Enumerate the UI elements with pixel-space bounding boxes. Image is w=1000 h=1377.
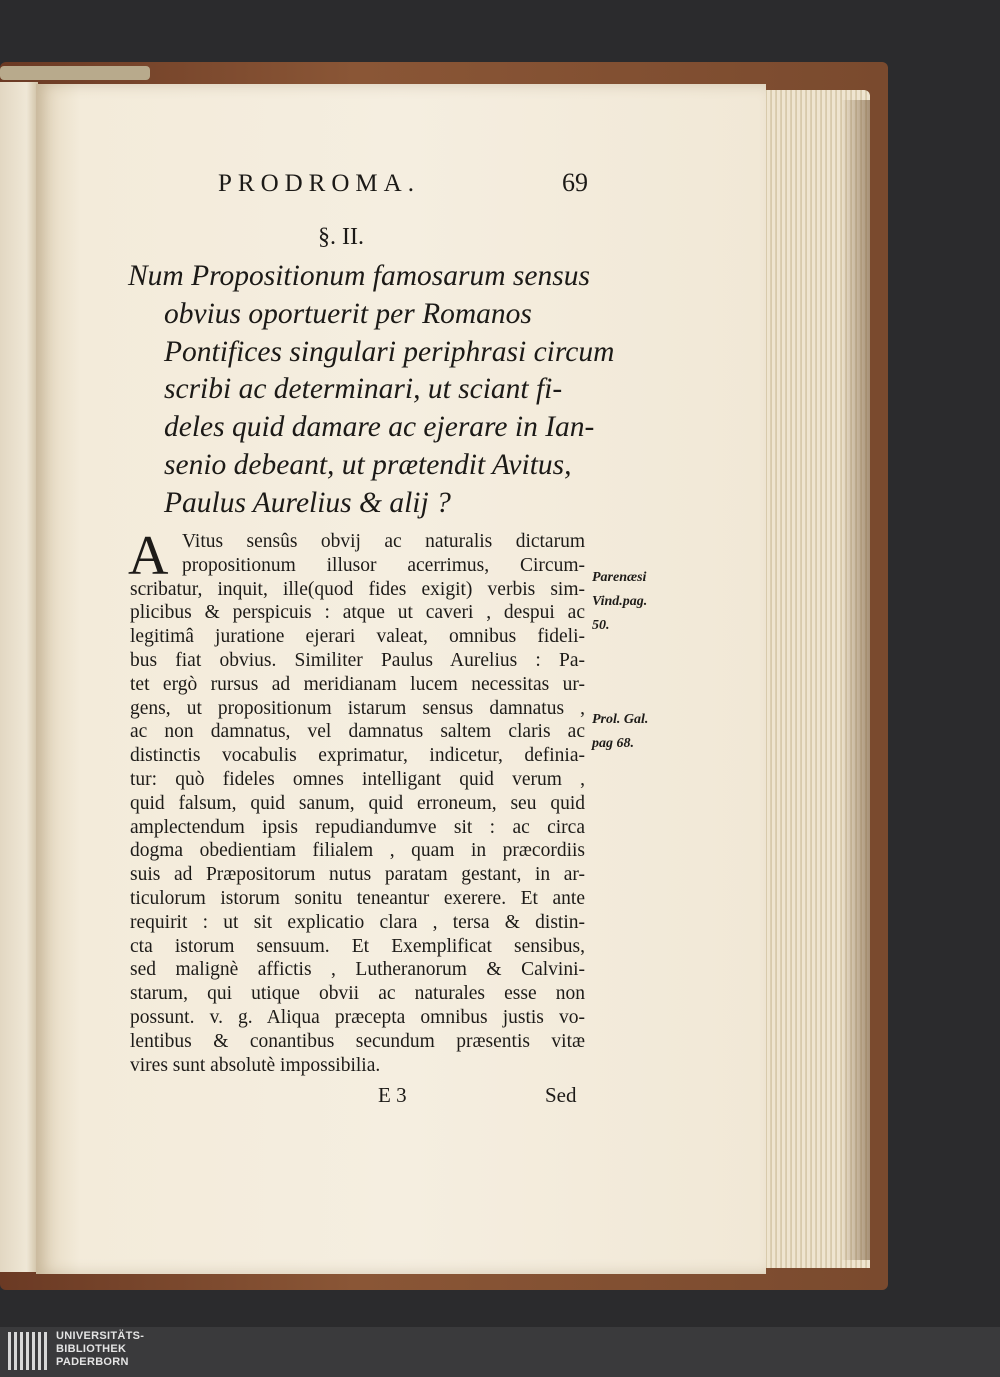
body-line: quid falsum, quid sanum, quid erroneum, seu quid [130,792,585,814]
body-line: propositionum illusor acerrimus, Circum- [182,554,585,576]
body-line: amplectendum ipsis repudiandumve sit : ac circa [130,816,585,838]
body-line: ac non damnatus, vel damnatus saltem claris ac [130,721,585,743]
body-line: requirit : ut sit explicatio clara , tersa & distin- [130,911,585,933]
body-line: lentibus & conantibus secundum præsentis vitæ [130,1030,585,1052]
body-line: dogma obedientiam filialem , quam in præcordiis [130,840,585,862]
body-line: bus fiat obvius. Similiter Paulus Aurelius : Pa- [130,649,585,671]
body-line: vires sunt absolutè impossibilia. [130,1054,381,1076]
signature-mark: E 3 [378,1083,407,1107]
margin-note: Vind.pag. [592,593,648,609]
margin-notes [592,566,672,756]
page-header [218,170,588,206]
title-line: scribi ac determinari, ut sciant fi- [164,373,563,406]
title-line: obvius oportuerit per Romanos [164,297,532,330]
library-footer [0,1327,1000,1377]
body-line: gens, ut propositionum istarum sensus damnatus , [130,697,585,719]
drop-cap: A [128,525,169,587]
body-line: Vitus sensûs obvij ac naturalis dictarum [182,531,585,552]
body-line: starum, qui utique obvii ac naturales esse non [130,983,585,1005]
binding-band [0,66,150,80]
title-line: Pontifices singulari periphrasi circum [164,335,615,368]
title-line: senio debeant, ut prætendit Avitus, [164,448,572,481]
library-line: PADERBORN [56,1356,129,1368]
body-line: sed malignè affictis , Lutheranorum & Calvini- [130,959,585,981]
title-line: Paulus Aurelius & alij ? [164,486,451,519]
body-line: plicibus & perspicuis : atque ut caveri , despui ac [130,602,585,624]
body-line: tet ergò rursus ad meridianam lucem necessitas ur- [130,673,585,695]
body-line: possunt. v. g. Aliqua præcepta omnibus justis vo- [130,1006,585,1028]
body-line: scribatur, inquit, ille(quod fides exigit) verbis sim- [130,578,585,600]
margin-note: 50. [592,617,610,633]
body-text [128,525,585,1077]
library-logo-text [56,1330,144,1369]
library-line: BIBLIOTHEK [56,1343,127,1355]
library-line: UNIVERSITÄTS- [56,1330,145,1342]
body-line: legitimâ juratione ejerari valeat, omnibus fideli- [130,626,585,648]
body-lines [128,525,585,1077]
left-page-edge [0,82,38,1272]
margin-note: Prol. Gal. [592,712,649,728]
body-line: cta istorum sensuum. Et Exemplificat sensibus, [130,935,585,957]
title-line: Num Propositionum famosarum sensus [128,260,590,292]
body-line: tur: quò fideles omnes intelligant quid verum , [130,768,585,790]
margin-note: Parenæsi [592,570,647,585]
page-number: 69 [562,168,588,197]
library-logo-icon [8,1332,48,1370]
margin-note: pag 68. [592,736,634,752]
body-line: suis ad Præpositorum nutus paratam gestant, in ar- [130,864,585,886]
body-line: distinctis vocabulis exprimatur, indicetur, definia- [130,745,585,767]
section-title [128,258,615,523]
page-edges-shadow [840,100,870,1260]
section-mark: §. II. [318,224,364,250]
body-line: ticulorum istorum sonitu teneantur exerere. Et ante [130,887,585,909]
catchword: Sed [545,1083,577,1107]
running-title: PRODROMA. [218,170,420,197]
title-line: deles quid damare ac ejerare in Ian- [164,411,595,444]
